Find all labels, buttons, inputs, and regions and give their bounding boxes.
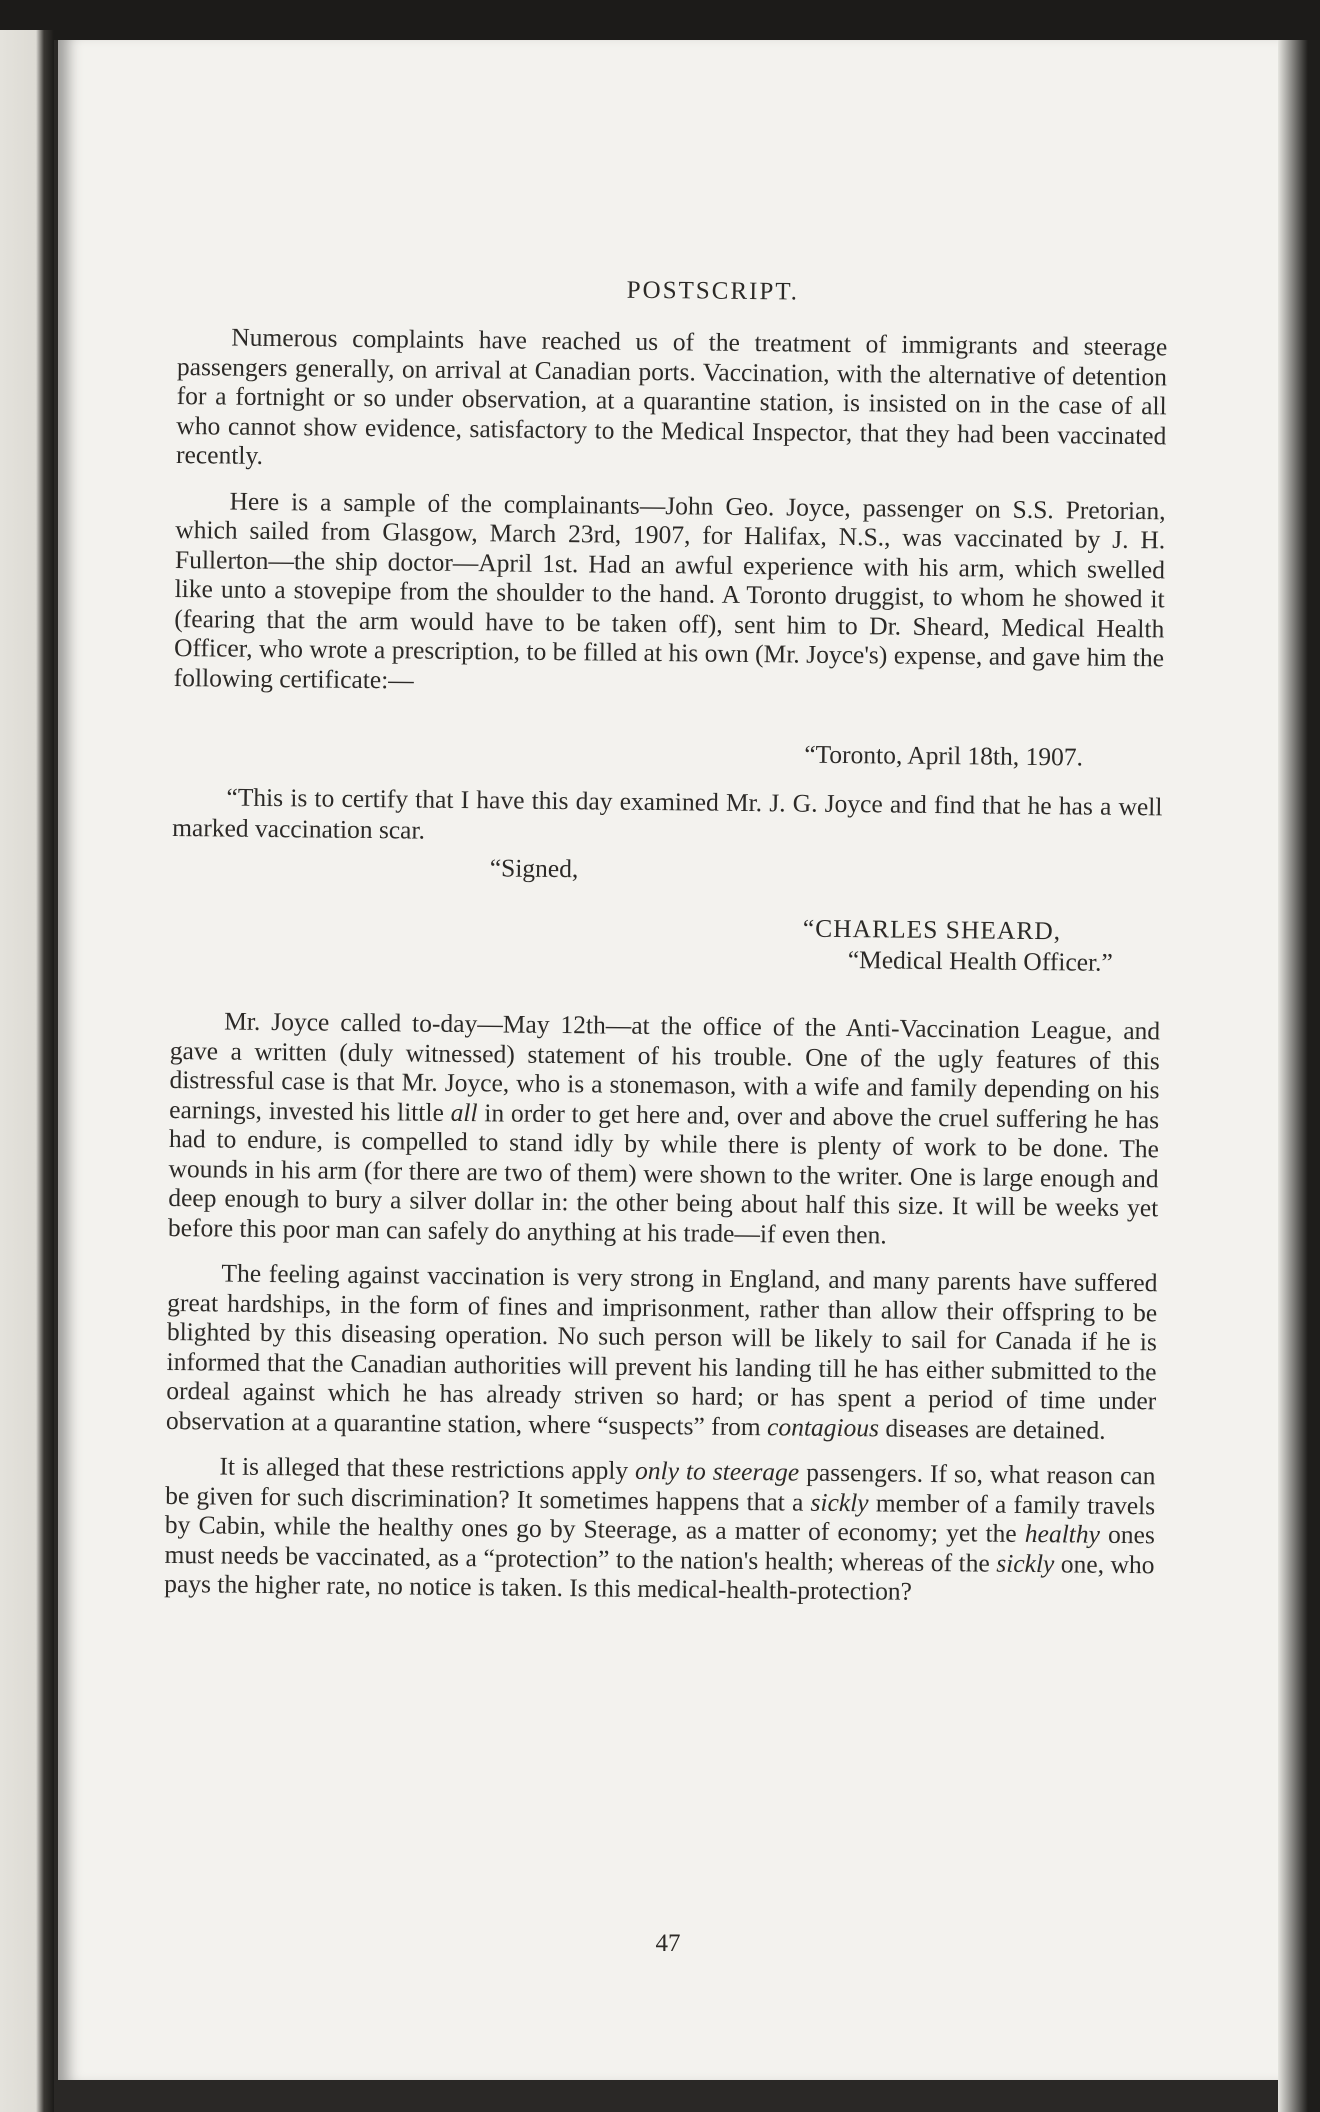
text-run: passengers. If so, what reason can be given for such discrimination? It sometimes happens that a (165, 1457, 1156, 1517)
certificate-signer-name: “CHARLES SHEARD, (802, 913, 1062, 946)
page-heading: POSTSCRIPT. (626, 276, 800, 306)
paragraph-feeling-england (166, 1258, 1158, 1445)
text-run: diseases are detained. (878, 1412, 1106, 1445)
text-run: Mr. Joyce called to-day—May 12th—at the office of the Anti-Vaccination League, and gave a written (duly witnessed) statement of his trouble. One of the ugly features of this distressful case is that Mr. Joyce, who is a stonemason, with a wife and family depending on his earnings, invested his little (169, 1006, 1161, 1127)
document-page (58, 40, 1278, 2080)
certificate-signed: “Signed, (489, 853, 579, 884)
emphasis: sickly (996, 1548, 1055, 1578)
text-run: The feeling against vaccination is very strong in England, and many parents have suffered great hardships, in the form of fines and imprisonment, rather than allow their offspring to be blighted by this diseasing operation. No such person will be likely to sail for Canada if he is informed that the Canadian authorities will prevent his landing till he has either submitted to the ordeal against which he has already striven so hard; or has spent a period of time under observation at a quarantine station, where “suspects” from (165, 1258, 1158, 1441)
certificate-date: “Toronto, April 18th, 1907. (804, 739, 1084, 772)
emphasis: only to steerage (634, 1455, 800, 1487)
text-run: It is alleged that these restrictions apply (219, 1451, 636, 1485)
paragraph-joyce-visit (168, 1006, 1160, 1252)
paragraph-steerage-restrictions (164, 1451, 1155, 1609)
text-run: in order to get here and, over and above the cruel suffering he has had to endure, is compelled to stand idly by while there is plenty of work to be done. The wounds in his arm (for there are two of them) were shown to the writer. One is large enough and deep enough to bury a silver dollar in: the other being about half this size. It will be weeks yet before this poor man can safely do anything at his trade—if even then. (167, 1097, 1160, 1249)
emphasis: all (450, 1097, 478, 1127)
text-run: one, who pays the higher rate, no notice is taken. Is this medical-health-protection? (164, 1548, 1155, 1606)
certificate-signer-title: “Medical Health Officer.” (847, 945, 1113, 977)
paragraph-joyce-sample: Here is a sample of the complainants—John Geo. Joyce, passenger on S.S. Pretorian, which sailed from Glasgow, March 23rd, 1907, for Halifax, N.S., was vaccinated by J. H. Fullerton—the ship doctor—April 1st. Had an awful experience with his arm, which swelled like unto a stovepipe from the shoulder to the hand. A Toronto druggist, to whom he showed it (fearing that the arm would have to be taken off), sent him to Dr. Sheard, Medical Health Officer, who wrote a prescription, to be filled at his own (Mr. Joyce's) expense, and gave him the following certificate:— (173, 486, 1166, 694)
emphasis: healthy (1024, 1518, 1101, 1549)
certificate-body: “This is to certify that I have this day examined Mr. J. G. Joyce and find that he has a well marked vaccination scar. (172, 782, 1163, 845)
emphasis: sickly (810, 1487, 869, 1517)
scan-top-border (0, 0, 1320, 40)
emphasis: contagious (766, 1411, 880, 1442)
page-number: 47 (655, 1930, 681, 1957)
text-run: member of a family travels by Cabin, while the healthy ones go by Steerage, as a matter of economy; yet the (164, 1487, 1156, 1548)
paragraph-complaints: Numerous complaints have reached us of the treatment of immigrants and steerage passengers generally, on arrival at Canadian ports. Vaccination, with the alternative of detention for a fortnight or so under observation, at a quarantine station, is insisted on in the case of all who cannot show evidence, satisfactory to the Medical Inspector, that they had been vaccinated recently. (175, 322, 1168, 470)
scan-left-edge (0, 30, 54, 2112)
text-run: ones must needs be vaccinated, as a “protection” to the nation's health; whereas of the (164, 1519, 1155, 1578)
certificate (171, 732, 1163, 978)
scan-right-edge (1278, 40, 1320, 2112)
page-text-block (164, 272, 1168, 1625)
